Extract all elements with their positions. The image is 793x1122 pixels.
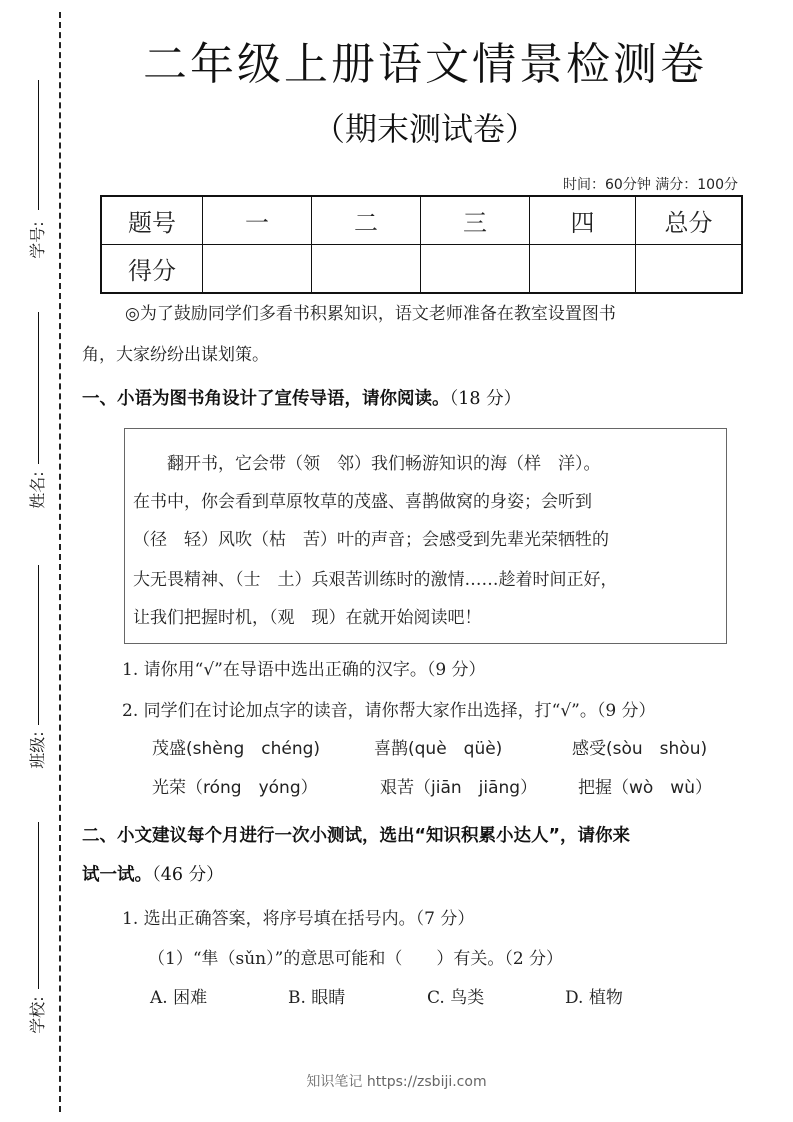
class-underline[interactable] xyxy=(38,565,39,725)
score-input-4[interactable] xyxy=(530,244,636,293)
exam-meta: 时间：60分钟 满分：100分 xyxy=(563,177,738,193)
section-2-question-1-1: （1）“隼（sǔn）”的意思可能和（ ）有关。（2 分） xyxy=(148,949,564,969)
option-d[interactable]: D. 植物 xyxy=(565,988,623,1008)
option-c[interactable]: C. 鸟类 xyxy=(427,988,485,1008)
name-underline[interactable] xyxy=(38,312,39,464)
pinyin-choice-3[interactable]: 感受(sòu shòu) xyxy=(572,739,708,759)
section-1-question-1: 1. 请你用“√”在导语中选出正确的汉字。（9 分） xyxy=(122,660,486,680)
cell-section-3: 三 xyxy=(421,196,530,244)
cell-question-no-label: 题号 xyxy=(101,196,203,244)
school-label: 学校: xyxy=(28,996,47,1034)
section-2-heading-line-1: 二、小文建议每个月进行一次小测试，选出“知识积累小达人”，请你来 xyxy=(82,826,631,846)
binding-cut-line xyxy=(59,12,61,1112)
score-table-score-row xyxy=(101,244,742,293)
passage-line-2: 在书中，你会看到草原牧草的茂盛、喜鹊做窝的身姿；会听到 xyxy=(133,492,592,512)
passage-line-1: 翻开书，它会带（领 邻）我们畅游知识的海（样 洋）。 xyxy=(167,454,601,474)
pinyin-choice-2[interactable]: 喜鹊(què qüè) xyxy=(374,739,503,759)
cell-section-2: 二 xyxy=(312,196,421,244)
section-1-title: 一、小语为图书角设计了宣传导语，请你阅读。 xyxy=(82,389,450,409)
intro-line-2: 角，大家纷纷出谋划策。 xyxy=(82,345,269,365)
pinyin-choice-1[interactable]: 茂盛(shèng chéng) xyxy=(152,739,321,759)
passage-line-3: （径 轻）风吹（枯 苦）叶的声音；会感受到先辈光荣牺牲的 xyxy=(133,530,609,550)
watermark: 知识笔记 https://zsbiji.com xyxy=(306,1074,487,1090)
passage-line-4: 大无畏精神、（士 土）兵艰苦训练时的激情……趁着时间正好， xyxy=(133,570,618,590)
reading-passage-box xyxy=(124,428,727,644)
pinyin-choice-4[interactable]: 光荣（róng yóng） xyxy=(152,778,318,798)
section-2-heading-line-2 xyxy=(82,861,224,886)
section-1-heading xyxy=(82,385,521,410)
section-2-points: （46 分） xyxy=(152,865,224,885)
cell-section-1: 一 xyxy=(203,196,312,244)
name-label: 姓名: xyxy=(28,471,47,509)
passage-line-5: 让我们把握时机，（观 现）在就开始阅读吧！ xyxy=(133,608,482,628)
section-2-question-1: 1. 选出正确答案，将序号填在括号内。（7 分） xyxy=(122,909,475,929)
section-1-question-2: 2. 同学们在讨论加点字的读音，请你帮大家作出选择，打“√”。（9 分） xyxy=(122,701,656,721)
score-input-1[interactable] xyxy=(203,244,312,293)
pinyin-choice-6[interactable]: 把握（wò wù） xyxy=(578,778,712,798)
pinyin-choice-5[interactable]: 艰苦（jiān jiāng） xyxy=(380,778,538,798)
student-id-label: 学号: xyxy=(28,221,47,259)
score-input-total[interactable] xyxy=(636,244,743,293)
score-input-3[interactable] xyxy=(421,244,530,293)
school-underline[interactable] xyxy=(38,822,39,989)
section-1-points: （18 分） xyxy=(449,389,522,409)
class-label: 班级: xyxy=(28,731,47,769)
score-table xyxy=(100,195,743,294)
cell-section-4: 四 xyxy=(530,196,636,244)
section-2-title-end: 试一试。 xyxy=(82,865,152,885)
exam-title: 二年级上册语文情景检测卷 xyxy=(143,39,707,90)
exam-subtitle: （期末测试卷） xyxy=(312,110,537,148)
option-b[interactable]: B. 眼睛 xyxy=(288,988,346,1008)
option-a[interactable]: A. 困难 xyxy=(150,988,208,1008)
student-id-underline[interactable] xyxy=(38,80,39,210)
score-input-2[interactable] xyxy=(312,244,421,293)
intro-line-1: ◎为了鼓励同学们多看书积累知识，语文老师准备在教室设置图书 xyxy=(125,304,616,324)
cell-score-label: 得分 xyxy=(101,244,203,293)
score-table-header-row xyxy=(101,196,742,244)
cell-total: 总分 xyxy=(636,196,743,244)
